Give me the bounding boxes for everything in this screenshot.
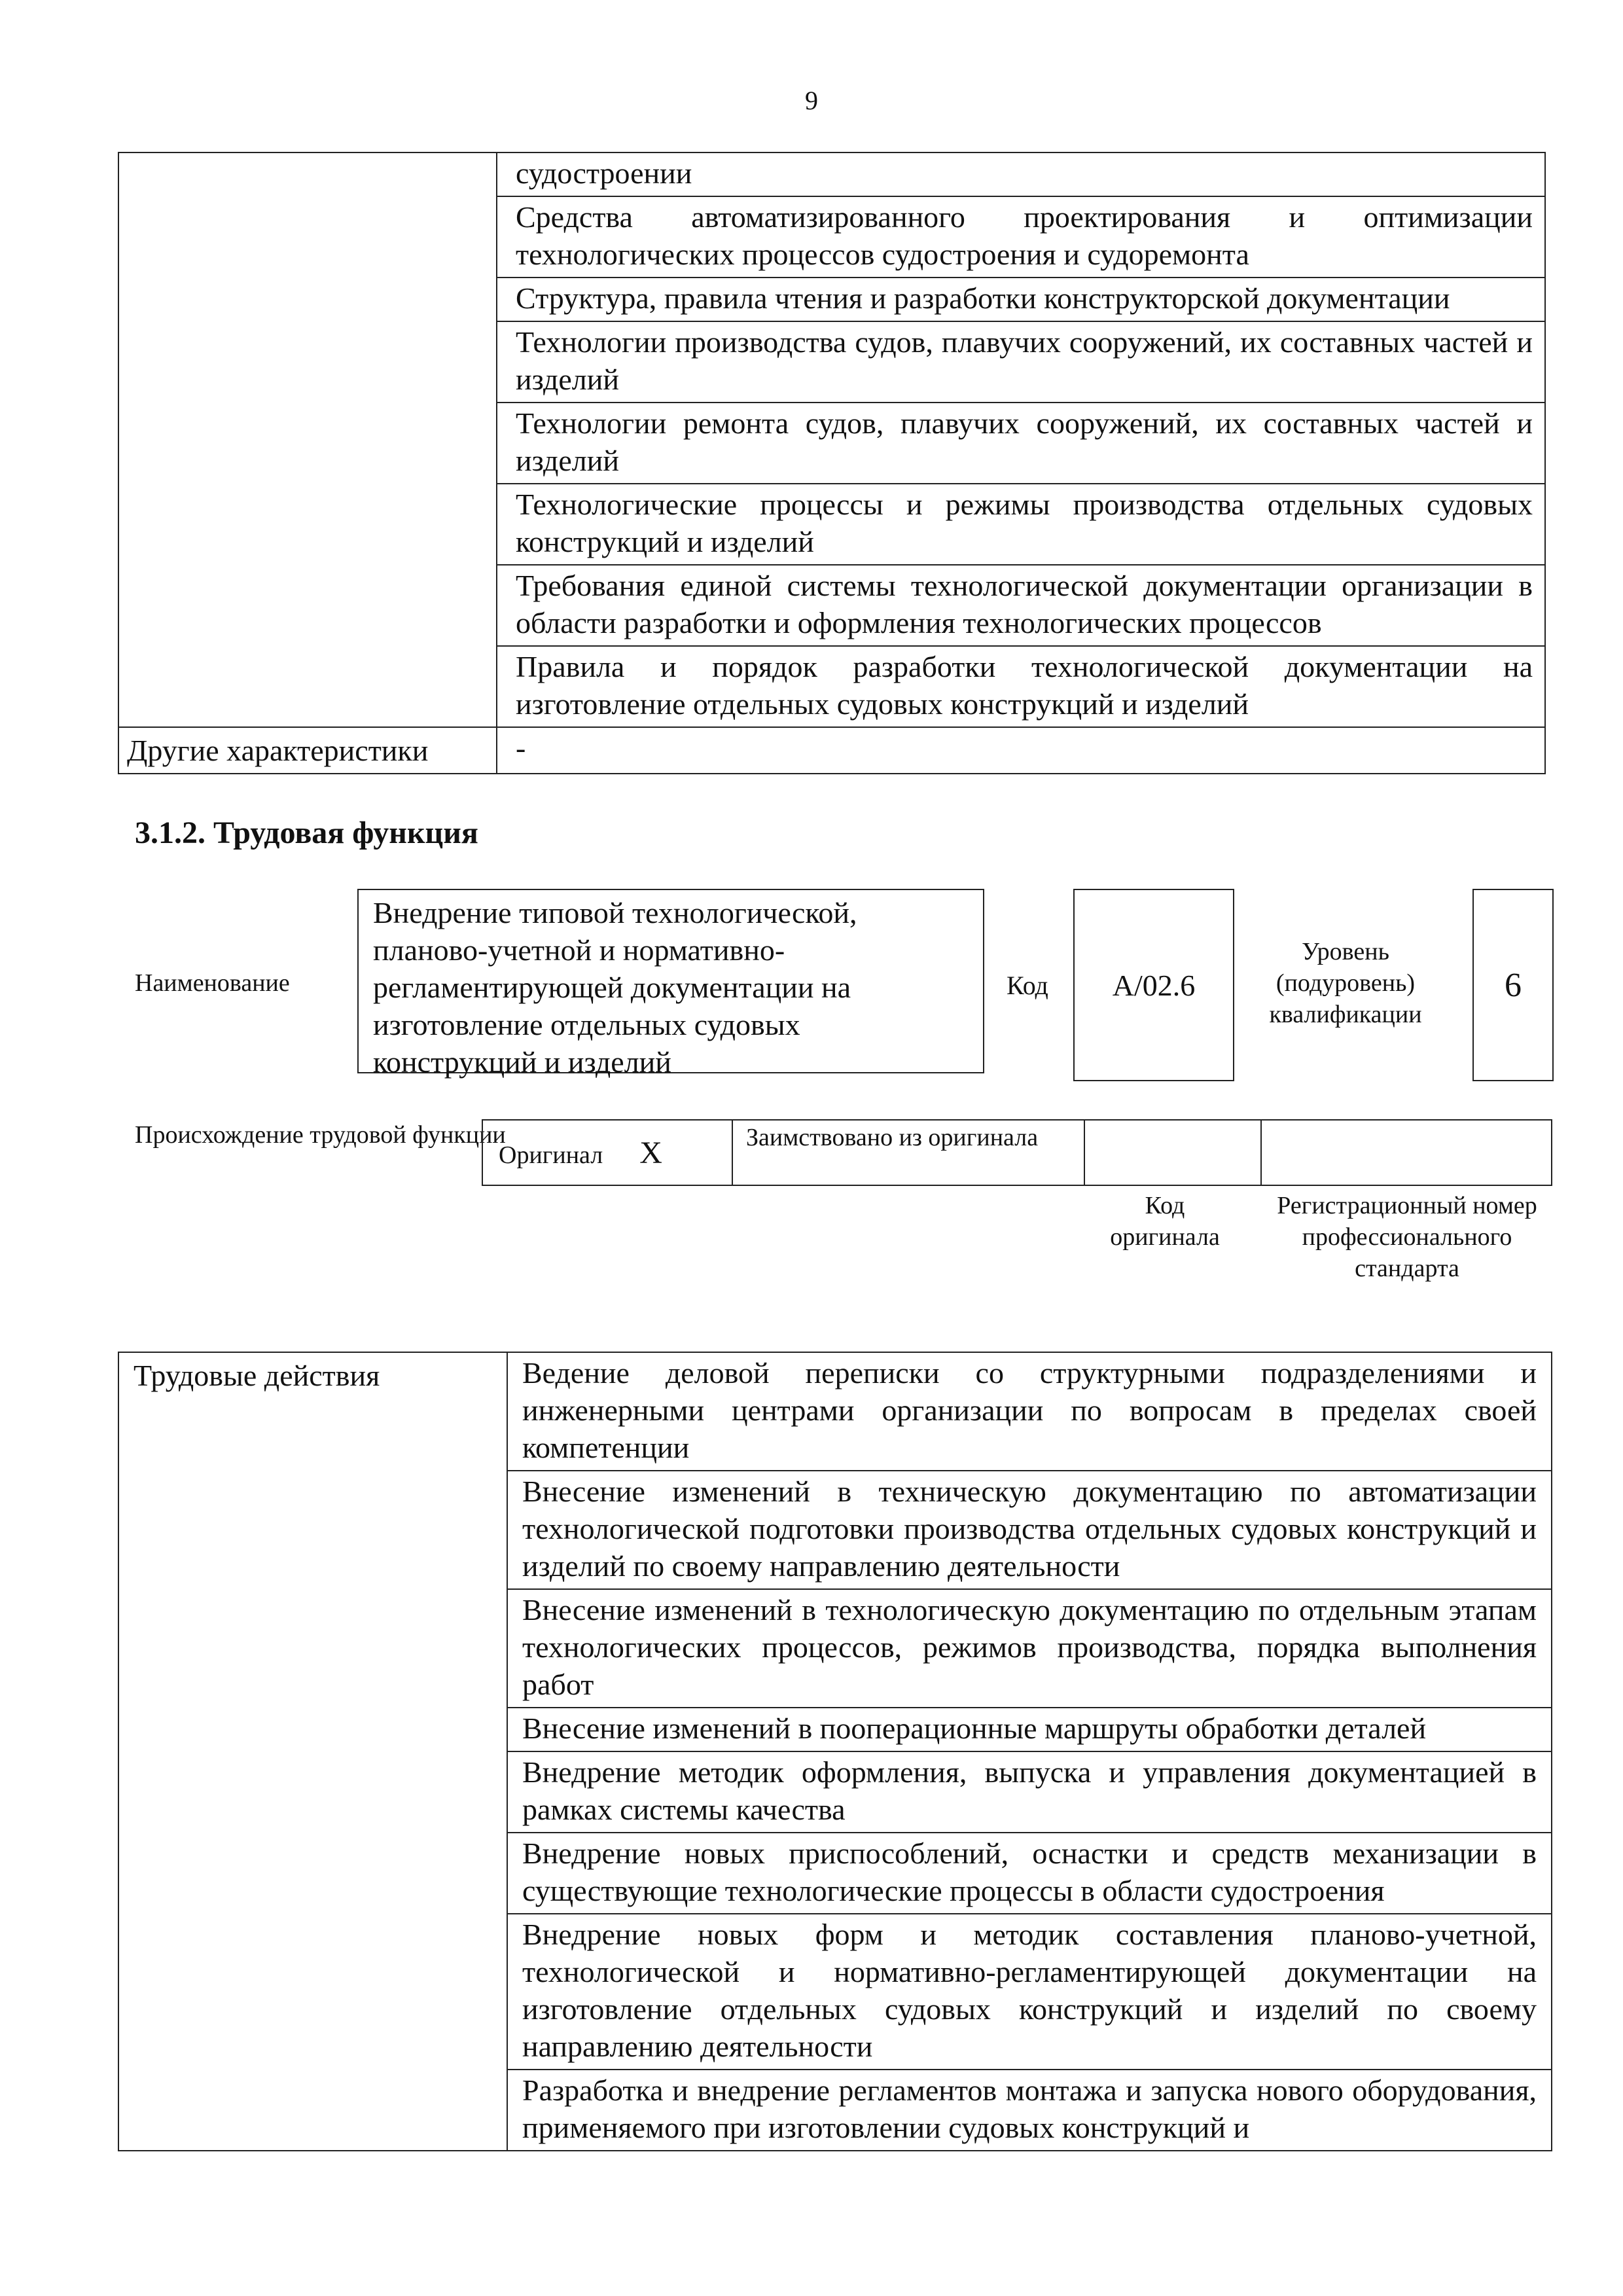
code-label: Код xyxy=(1007,971,1048,1000)
knowledge-table xyxy=(118,152,1546,774)
other-characteristics-label: Другие характеристики xyxy=(118,727,497,774)
level-value: 6 xyxy=(1505,966,1522,1004)
table-cell: Внесение изменений в пооперационные маршруты обработки деталей xyxy=(507,1708,1552,1751)
table-cell: Внесение изменений в технологическую документацию по отдельным этапам технологических процессов, режимов производства, порядка выполнения работ xyxy=(507,1589,1552,1708)
table-cell: Внедрение методик оформления, выпуска и управления документацией в рамках системы качества xyxy=(507,1751,1552,1833)
table-cell: Внедрение новых приспособлений, оснастки и средств механизации в существующие технологические процессы в области судостроения xyxy=(507,1833,1552,1914)
table-cell: Ведение деловой переписки со структурными подразделениями и инженерными центрами организации по вопросам в пределах своей компетенции xyxy=(507,1352,1552,1471)
code-value-box xyxy=(1073,889,1234,1081)
code-caption: Код оригинала xyxy=(1110,1192,1220,1251)
level-value-box xyxy=(1472,889,1554,1081)
original-mark: X xyxy=(639,1135,662,1170)
function-name-box: Внедрение типовой технологической, планово-учетной и нормативно-регламентирующей документации на изготовление отдельных судовых конструкций и изделий xyxy=(357,889,984,1073)
origin-label: Происхождение трудовой функции xyxy=(135,1121,506,1149)
origin-table xyxy=(482,1119,1552,1186)
table-label-empty xyxy=(118,152,497,727)
code-value: A/02.6 xyxy=(1112,968,1196,1002)
table-cell: Структура, правила чтения и разработки конструкторской документации xyxy=(497,278,1545,321)
page-number: 9 xyxy=(805,86,818,115)
other-characteristics-value: - xyxy=(497,727,1545,774)
table-cell: Требования единой системы технологической документации организации в области разработки и оформления технологических процессов xyxy=(497,565,1545,646)
original-cell xyxy=(482,1120,732,1185)
table-cell: судостроении xyxy=(497,152,1545,196)
labor-actions-label: Трудовые действия xyxy=(118,1352,507,2151)
reg-number-caption: Регистрационный номер профессионального стандарта xyxy=(1277,1192,1537,1282)
level-label: Уровень (подуровень) квалификации xyxy=(1269,938,1422,1028)
table-cell: Технологии производства судов, плавучих сооружений, их составных частей и изделий xyxy=(497,321,1545,403)
original-code-cell xyxy=(1084,1120,1261,1185)
name-label: Наименование xyxy=(135,969,290,997)
borrowed-label: Заимствовано из оригинала xyxy=(732,1120,1084,1185)
table-cell: Правила и порядок разработки технологической документации на изготовление отдельных судовых конструкций и изделий xyxy=(497,646,1545,727)
labor-actions-table xyxy=(118,1352,1552,2151)
table-cell: Внедрение новых форм и методик составления планово-учетной, технологической и нормативно-регламентирующей документации на изготовление отдельных судовых конструкций и изделий по своему направлению деятельности xyxy=(507,1914,1552,2070)
table-cell: Разработка и внедрение регламентов монтажа и запуска нового оборудования, применяемого при изготовлении судовых конструкций и xyxy=(507,2070,1552,2151)
table-cell: Внесение изменений в техническую документацию по автоматизации технологической подготовки производства отдельных судовых конструкций и изделий по своему направлению деятельности xyxy=(507,1471,1552,1589)
reg-number-cell xyxy=(1261,1120,1552,1185)
section-heading: 3.1.2. Трудовая функция xyxy=(135,816,478,850)
table-cell: Средства автоматизированного проектирования и оптимизации технологических процессов судостроения и судоремонта xyxy=(497,196,1545,278)
table-cell: Технологические процессы и режимы производства отдельных судовых конструкций и изделий xyxy=(497,484,1545,565)
table-cell: Технологии ремонта судов, плавучих сооружений, их составных частей и изделий xyxy=(497,403,1545,484)
original-label: Оригинал xyxy=(499,1141,603,1169)
